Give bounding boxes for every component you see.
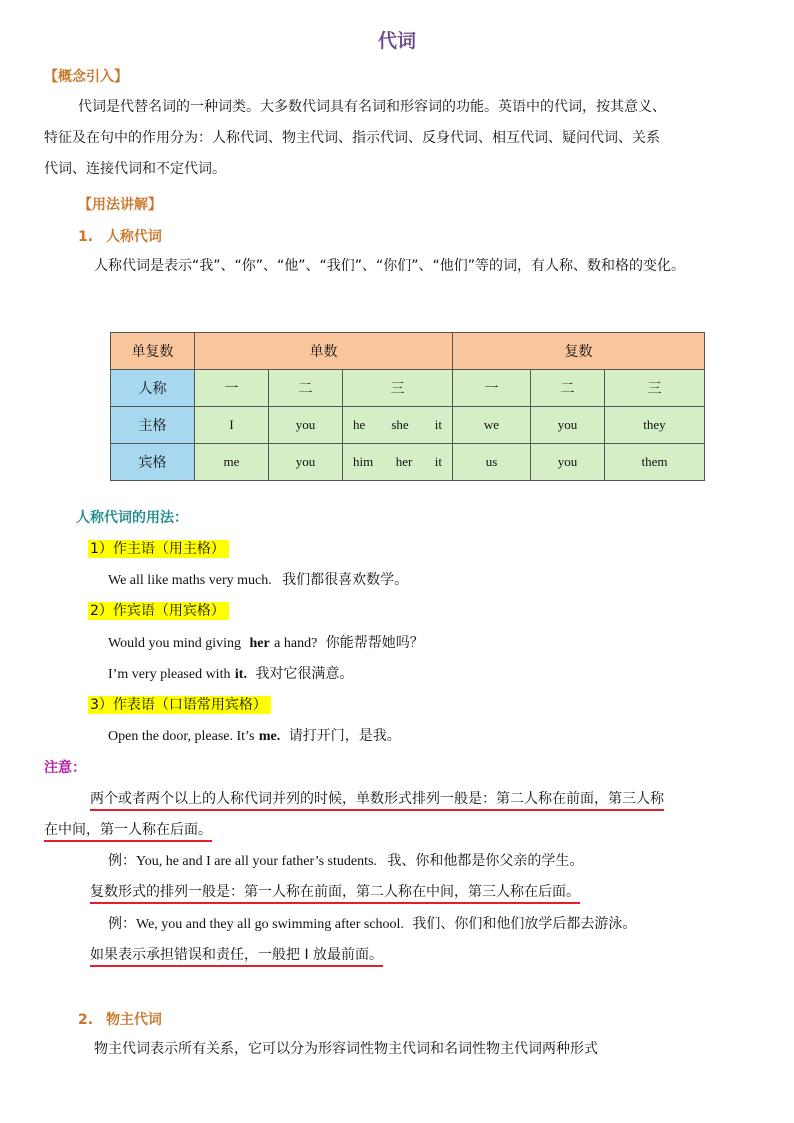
pronoun-table	[110, 332, 705, 481]
usage-1-example	[108, 569, 408, 589]
usage-1-label	[88, 538, 229, 558]
table-cell-part: she	[391, 417, 409, 432]
example-zh: 请打开门，是我。	[288, 728, 401, 744]
table-cell-part: her	[395, 454, 413, 469]
table-cell-part: him	[353, 454, 374, 469]
example-zh: 你能帮帮她吗？	[325, 635, 424, 651]
example-en: You, he and I are all your father’s students.	[136, 854, 377, 869]
section2-title: 物主代词	[105, 1012, 162, 1028]
table-objective-label: 宾格	[111, 444, 195, 481]
table-plural-header: 复数	[453, 333, 705, 370]
table-row	[111, 333, 705, 370]
example-zh: 我们、你们和他们放学后都去游泳。	[412, 916, 637, 932]
concept-heading: 【概念引入】	[44, 69, 128, 85]
usage-heading: 【用法讲解】	[78, 197, 162, 213]
example-en: I’m very pleased with	[108, 667, 231, 682]
example-en-bold: me.	[258, 729, 281, 744]
section1-heading	[78, 226, 162, 246]
table-row	[111, 444, 705, 481]
table-cell: 三	[605, 370, 705, 407]
table-cell: you	[269, 407, 343, 444]
example-en-bold: her	[249, 636, 270, 651]
example-zh: 我们都很喜欢数学。	[282, 572, 409, 588]
table-cell-part: it	[434, 417, 442, 432]
example-zh: 我对它很满意。	[255, 666, 354, 682]
example-zh: 我、你和他都是你父亲的学生。	[387, 853, 584, 869]
usage-3-example	[108, 725, 401, 745]
usage-1-highlight: 1）作主语（用主格）	[88, 540, 229, 558]
page-title: 代词	[377, 30, 416, 52]
table-cell	[343, 407, 453, 444]
table-singular-header: 单数	[195, 333, 453, 370]
note-rule-2	[90, 881, 580, 901]
table-cell-part: it	[434, 454, 442, 469]
usage-3-label	[88, 694, 271, 714]
table-row	[111, 370, 705, 407]
concept-line-1: 代词是代替名词的一种词类。大多数代词具有名词和形容词的功能。英语中的代词，按其意义、	[78, 99, 666, 115]
table-row	[111, 407, 705, 444]
note-rule-1-line-1	[90, 788, 664, 808]
table-cell: us	[453, 444, 531, 481]
table-cell: you	[531, 407, 605, 444]
example-prefix: 例：	[108, 916, 136, 932]
table-cell: we	[453, 407, 531, 444]
table-cell: them	[605, 444, 705, 481]
usage-3-highlight: 3）作表语（口语常用宾格）	[88, 696, 271, 714]
note-example-1	[108, 850, 583, 870]
example-en: We, you and they all go swimming after school.	[136, 917, 404, 932]
note-text: 复数形式的排列一般是：第一人称在前面，第二人称在中间，第三人称在后面。	[90, 884, 580, 904]
example-prefix: 例：	[108, 853, 136, 869]
table-cell: 二	[269, 370, 343, 407]
section1-desc: 人称代词是表示“我”、“你”、“他”、“我们”、“你们”、“他们”等的词，有人称、数和格的变化。	[94, 258, 686, 274]
note-text: 两个或者两个以上的人称代词并列的时候，单数形式排列一般是：第二人称在前面，第三人称	[90, 791, 664, 811]
section2-desc: 物主代词表示所有关系，它可以分为形容词性物主代词和名词性物主代词两种形式	[94, 1041, 598, 1057]
note-text: 如果表示承担错误和责任，一般把 I 放最前面。	[90, 947, 383, 967]
example-en-bold: it.	[234, 667, 247, 682]
usage-2-example-1	[108, 632, 424, 652]
section2-heading	[78, 1009, 162, 1029]
table-cell: 二	[531, 370, 605, 407]
example-en: We all like maths very much.	[108, 573, 272, 588]
usage-2-label	[88, 600, 229, 620]
table-cell	[343, 444, 453, 481]
example-en: Would you mind giving	[108, 636, 242, 651]
table-cell: 一	[195, 370, 269, 407]
concept-line-3: 代词、连接代词和不定代词。	[44, 161, 226, 177]
note-text: 在中间，第一人称在后面。	[44, 822, 212, 842]
note-rule-1-line-2	[44, 819, 212, 839]
table-cell: you	[269, 444, 343, 481]
concept-line-2: 特征及在句中的作用分为：人称代词、物主代词、指示代词、反身代词、相互代词、疑问代词、关系	[44, 130, 660, 146]
table-nominative-label: 主格	[111, 407, 195, 444]
table-person-label: 人称	[111, 370, 195, 407]
table-cell: they	[605, 407, 705, 444]
section2-number: 2.	[78, 1012, 94, 1028]
section1-number: 1.	[78, 229, 94, 245]
example-en: Open the door, please. It’s	[108, 729, 255, 744]
table-cell: you	[531, 444, 605, 481]
usage-2-example-2	[108, 663, 353, 683]
note-rule-3	[90, 944, 383, 964]
table-cell: 三	[343, 370, 453, 407]
table-cell: I	[195, 407, 269, 444]
example-en: a hand?	[274, 636, 318, 651]
table-cell: 一	[453, 370, 531, 407]
note-example-2	[108, 913, 636, 933]
usage-label: 人称代词的用法：	[76, 510, 188, 526]
note-label: 注意：	[44, 760, 86, 776]
usage-2-highlight: 2）作宾语（用宾格）	[88, 602, 229, 620]
table-corner: 单复数	[111, 333, 195, 370]
section1-title: 人称代词	[105, 229, 162, 245]
table-cell-part: he	[353, 417, 366, 432]
table-cell: me	[195, 444, 269, 481]
